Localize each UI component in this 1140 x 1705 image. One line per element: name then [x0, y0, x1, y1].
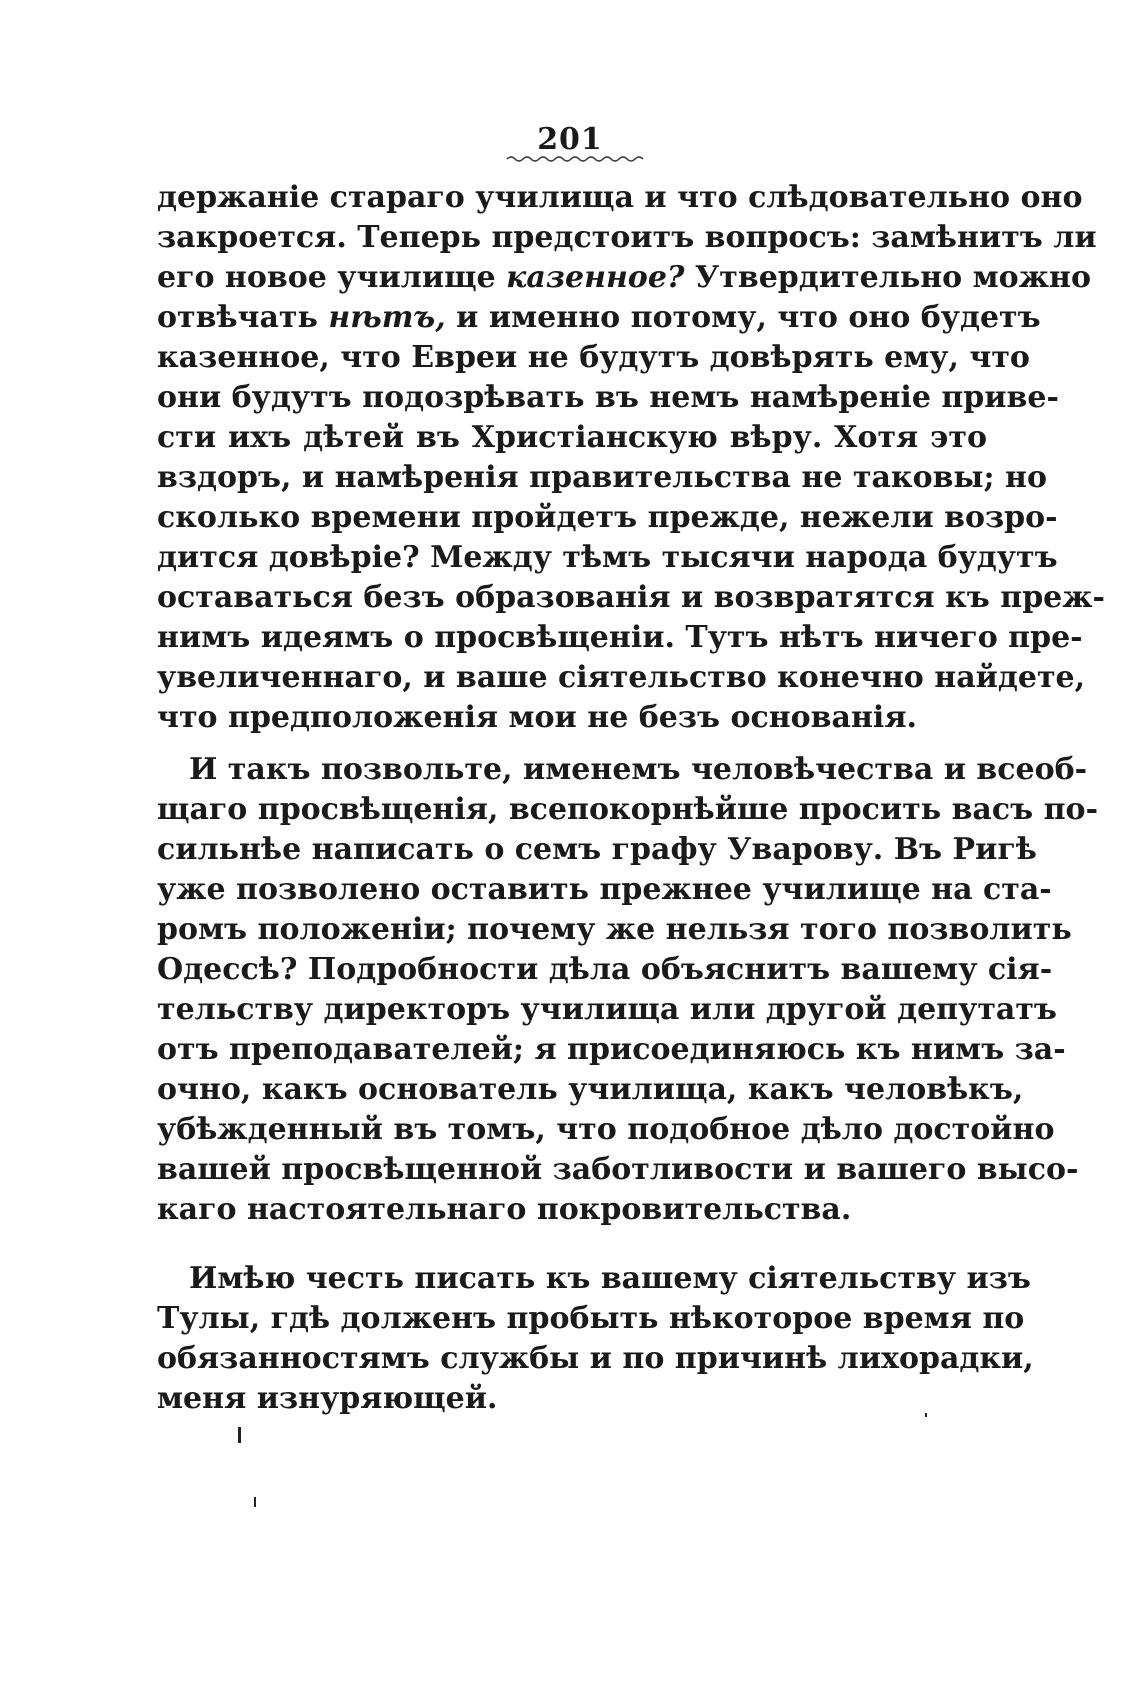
text-line: оставаться безъ образованія и возвратятся къ преж-: [157, 580, 1106, 615]
text-segment: его новое училище: [157, 260, 507, 295]
text-line: Тулы, гдѣ долженъ пробыть нѣкоторое время по: [157, 1301, 1025, 1336]
text-segment: Утвердительно можно: [684, 260, 1091, 295]
text-line: казенное, что Евреи не будутъ довѣрять ему, что: [157, 340, 1030, 375]
text-line: ромъ положеніи; почему же нельзя того позволить: [157, 912, 1072, 947]
text-line: тельству директоръ училища или другой депутатъ: [157, 992, 1057, 1027]
text-line: Одессѣ? Подробности дѣла объяснитъ вашему сія-: [157, 952, 1053, 987]
ornament-rule: [505, 152, 645, 164]
text-line: нимъ идеямъ о просвѣщеніи. Тутъ нѣтъ ничего пре-: [157, 620, 1083, 655]
text-line: Имѣю честь писать къ вашему сіятельству изъ: [189, 1261, 1031, 1296]
paragraph-3: [157, 1259, 1034, 1419]
ink-mark: [925, 1413, 927, 1417]
italic-word: нѣтъ,: [328, 300, 446, 335]
text-line: уже позволено оставить прежнее училище на ста-: [157, 872, 1052, 907]
text-line: дится довѣріе? Между тѣмъ тысячи народа будутъ: [157, 540, 1058, 575]
paragraph-1: [157, 178, 1106, 738]
text-segment: и именно потому, что оно будетъ: [445, 300, 1041, 335]
ink-mark: [254, 1497, 256, 1507]
ink-mark: [238, 1427, 241, 1443]
text-segment: отвѣчать: [157, 300, 329, 335]
text-line: убѣжденный въ томъ, что подобное дѣло достойно: [157, 1112, 1055, 1147]
text-line: закроется. Теперь предстоитъ вопросъ: замѣнитъ ли: [157, 220, 1097, 255]
text-line: вашей просвѣщенной заботливости и вашего высо-: [157, 1152, 1079, 1187]
italic-word: казенное?: [506, 260, 685, 295]
text-line: увеличеннаго, и ваше сіятельство конечно найдете,: [157, 660, 1086, 695]
text-line: сильнѣе написать о семъ графу Уварову. Въ Ригѣ: [157, 832, 1037, 867]
text-line: обязанностямъ службы и по причинѣ лихорадки,: [157, 1341, 1034, 1376]
text-line: каго настоятельнаго покровительства.: [157, 1192, 852, 1227]
paragraph-2: [157, 750, 1099, 1230]
text-line: они будутъ подозрѣвать въ немъ намѣреніе приве-: [157, 380, 1059, 415]
text-line: очно, какъ основатель училища, какъ человѣкъ,: [157, 1072, 1024, 1107]
text-line: меня изнуряющей.: [157, 1381, 498, 1416]
text-line: [157, 298, 1041, 338]
text-line: отъ преподавателей; я присоединяюсь къ нимъ за-: [157, 1032, 1066, 1067]
text-line: держаніе стараго училища и что слѣдовательно оно: [157, 180, 1083, 215]
page-number: 201: [537, 122, 603, 157]
text-line: что предположенія мои не безъ основанія.: [157, 700, 917, 735]
text-line: [157, 258, 1091, 298]
text-line: сти ихъ дѣтей въ Христіанскую вѣру. Хотя это: [157, 420, 987, 455]
text-line: сколько времени пройдетъ прежде, нежели возро-: [157, 500, 1058, 535]
text-line: вздоръ, и намѣренія правительства не таковы; но: [157, 460, 1047, 495]
text-line: щаго просвѣщенія, всепокорнѣйше просить васъ по-: [157, 792, 1099, 827]
text-line: И такъ позвольте, именемъ человѣчества и всеоб-: [189, 752, 1088, 787]
